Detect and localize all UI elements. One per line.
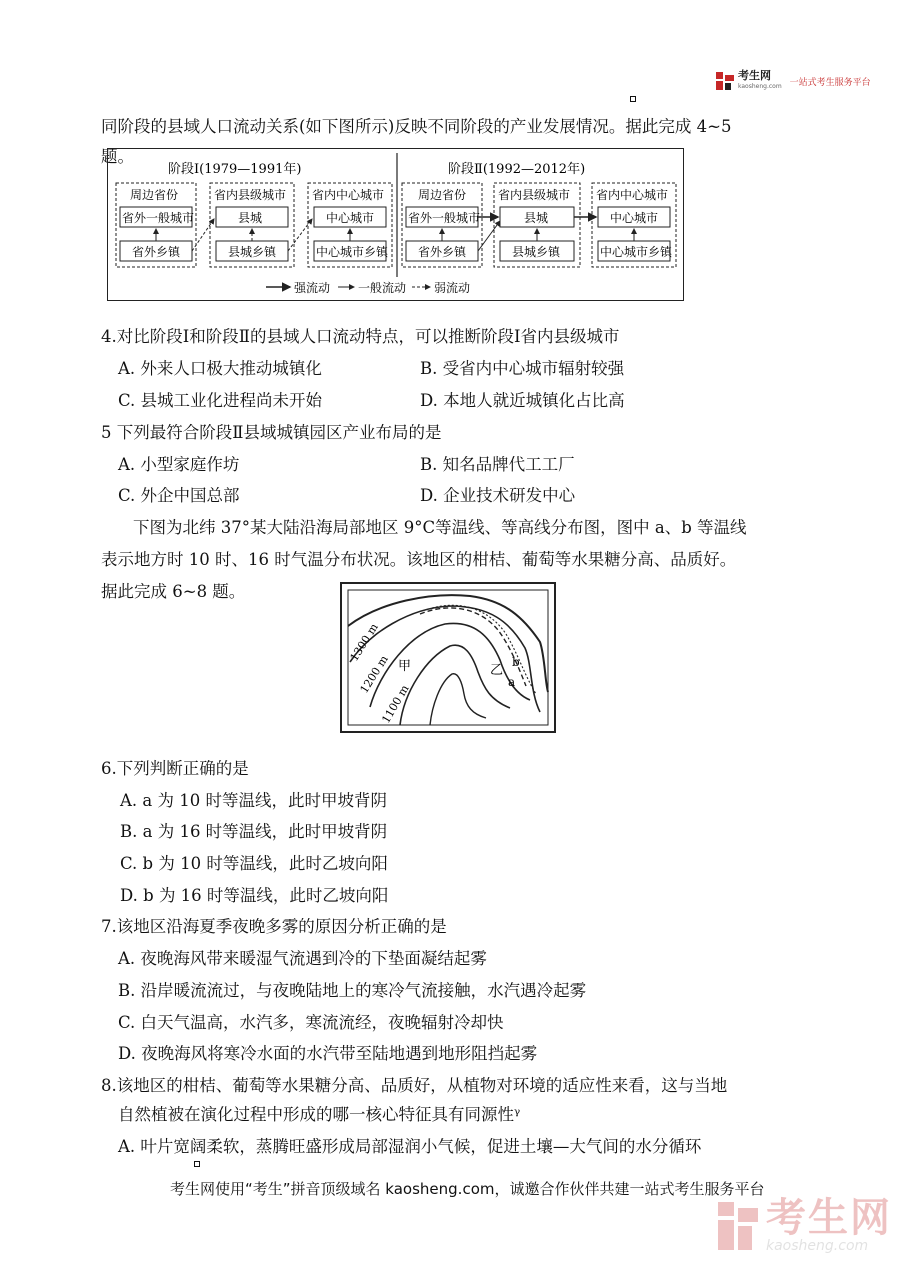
q6-option-a: A. a 为 10 时等温线，此时甲坡背阴 (120, 791, 387, 810)
intro2-line-1: 下图为北纬 37°某大陆沿海局部地区 9°C等温线、等高线分布图，图中 a、b 等温线 (133, 518, 747, 537)
q5-option-c: C. 外企中国总部 (118, 486, 240, 505)
stage2-center-town: 中心城市乡镇 (600, 245, 673, 259)
q8-stem-line-1: 8.该地区的柑桔、葡萄等水果糖分高、品质好，从植物对环境的适应性来看，这与当地 (101, 1076, 728, 1095)
stage1-county-label: 省内县级城市 (214, 188, 287, 202)
header-logo (716, 70, 871, 92)
stage2-col-county (494, 183, 580, 267)
q8-stem-line-2: 自然植被在演化过程中形成的哪一核心特征具有同源性ᵞ (118, 1105, 521, 1124)
stage1-outer-town: 省外乡镇 (132, 245, 181, 259)
stage2-county: 县城 (524, 211, 549, 225)
stage2-county-town: 县城乡镇 (512, 245, 561, 259)
stage1-neighbor-label: 周边省份 (130, 188, 179, 202)
stage2-center-label: 省内中心城市 (596, 188, 669, 202)
contour-isotherm-map (340, 582, 556, 733)
stage2-outer-city: 省外一般城市 (408, 211, 481, 225)
q8-option-a: A. 叶片宽阔柔软，蒸腾旺盛形成局部湿润小气候，促进土壤—大气间的水分循环 (118, 1137, 702, 1156)
stage2-title: 阶段Ⅱ(1992—2012年) (448, 162, 586, 177)
stage1-county-town: 县城乡镇 (228, 245, 277, 259)
q7-stem: 7.该地区沿海夏季夜晚多雾的原因分析正确的是 (101, 917, 447, 936)
marker-dot (194, 1161, 200, 1167)
stage1-center-label: 省内中心城市 (312, 188, 385, 202)
q7-option-a: A. 夜晚海风带来暖湿气流遇到冷的下垫面凝结起雾 (118, 949, 487, 968)
q6-stem: 6.下列判断正确的是 (101, 759, 249, 778)
intro-line-1: 同阶段的县域人口流动关系(如下图所示)反映不同阶段的产业发展情况。据此完成 4~5 (101, 117, 732, 136)
marker-dot (630, 96, 636, 102)
q7-option-c: C. 白天气温高，水汽多，寒流流经，夜晚辐射冷却快 (118, 1013, 504, 1032)
q4-option-a: A. 外来人口极大推动城镇化 (118, 359, 322, 378)
watermark-text: 考生网 (766, 1195, 892, 1241)
map-label-yi: 乙 (490, 663, 504, 678)
stage1-county: 县城 (238, 211, 263, 225)
contour-label-1100: 1100 m (379, 682, 412, 726)
stage2-county-label: 省内县级城市 (498, 188, 571, 202)
q5-option-d: D. 企业技术研发中心 (420, 486, 576, 505)
map-label-b: b (512, 655, 520, 669)
q6-option-d: D. b 为 16 时等温线，此时乙坡向阳 (120, 886, 389, 905)
stage1-col-county (210, 183, 294, 267)
stage2-col-neighbor (402, 183, 482, 267)
map-label-jia: 甲 (398, 659, 412, 674)
q5-option-b: B. 知名品牌代工工厂 (420, 455, 575, 474)
stage2-outer-town: 省外乡镇 (418, 245, 467, 259)
q5-stem: 5 下列最符合阶段Ⅱ县域城镇园区产业布局的是 (101, 423, 442, 442)
stage1-center-city: 中心城市 (326, 211, 375, 225)
q4-stem: 4.对比阶段Ⅰ和阶段Ⅱ的县域人口流动特点，可以推断阶段Ⅰ省内县级城市 (101, 327, 620, 346)
watermark-logo-icon (718, 1202, 758, 1250)
population-flow-diagram (108, 149, 682, 299)
stage2-center-city: 中心城市 (610, 211, 659, 225)
q6-option-c: C. b 为 10 时等温线，此时乙坡向阳 (120, 854, 388, 873)
flow-legend (266, 280, 470, 295)
contour-label-1300: 1300 m (347, 621, 381, 664)
legend-strong: 强流动 (294, 281, 331, 295)
kaosheng-logo-icon (716, 72, 734, 90)
legend-weak: 弱流动 (434, 281, 471, 295)
stage2-neighbor-label: 周边省份 (418, 188, 467, 202)
watermark (718, 1195, 892, 1254)
q6-option-b: B. a 为 16 时等温线，此时甲坡背阴 (120, 822, 388, 841)
intro-line-2: 题。 (101, 147, 134, 166)
stage1-title: 阶段Ⅰ(1979—1991年) (168, 162, 302, 177)
header-brand-name: 考生网 (738, 69, 771, 82)
intro2-line-3: 据此完成 6~8 题。 (101, 582, 246, 601)
q5-option-a: A. 小型家庭作坊 (118, 455, 240, 474)
q4-option-c: C. 县城工业化进程尚未开始 (118, 391, 323, 410)
map-label-a: a (508, 675, 516, 689)
q7-option-b: B. 沿岸暖流流过，与夜晚陆地上的寒冷气流接触，水汽遇冷起雾 (118, 981, 587, 1000)
q4-option-d: D. 本地人就近城镇化占比高 (420, 391, 625, 410)
stage1-col-neighbor (116, 183, 196, 267)
header-slogan: 一站式考生服务平台 (789, 77, 871, 88)
contour-label-1200: 1200 m (357, 653, 391, 696)
population-flow-figure (107, 148, 684, 301)
page-footer: 考生网使用“考生”拼音顶级域名 kaosheng.com，诚邀合作伙伴共建一站式考生服务平台 (170, 1180, 765, 1198)
q7-option-d: D. 夜晚海风将寒冷水面的水汽带至陆地遇到地形阻挡起雾 (118, 1044, 538, 1063)
header-brand (738, 70, 782, 92)
q4-option-b: B. 受省内中心城市辐射较强 (420, 359, 625, 378)
contour-map-svg (340, 582, 556, 733)
stage2-col-center (592, 183, 676, 267)
stage1-center-town: 中心城市乡镇 (316, 245, 389, 259)
stage1-outer-city: 省外一般城市 (122, 211, 195, 225)
legend-normal: 一般流动 (358, 281, 407, 295)
stage1-col-center (308, 183, 392, 267)
header-brand-sub: kaosheng.com (738, 83, 782, 90)
watermark-sub: kaosheng.com (766, 1238, 869, 1254)
intro2-line-2: 表示地方时 10 时、16 时气温分布状况。该地区的柑桔、葡萄等水果糖分高、品质好。 (101, 550, 737, 569)
